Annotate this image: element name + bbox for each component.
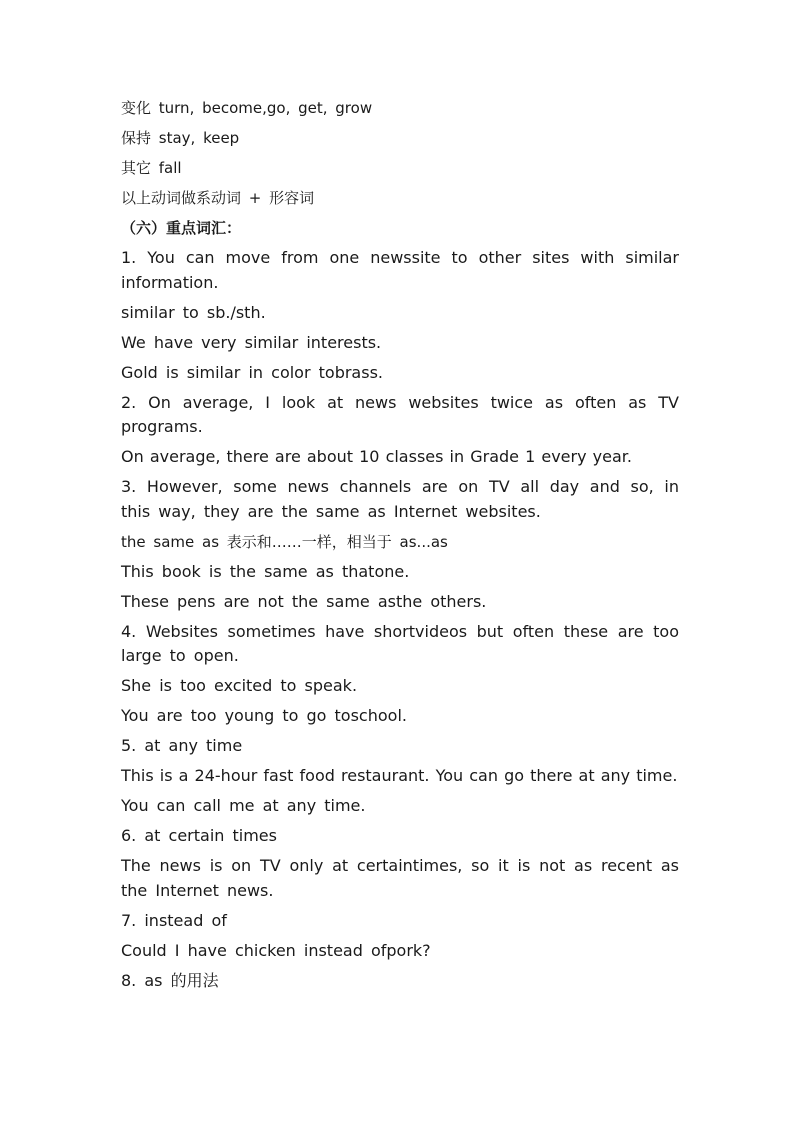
text-line: 变化 turn, become,go, get, grow [121,99,373,117]
text-line: 1. You can move from one newssite to other sites with similar information. [121,248,679,292]
text-line: 4. Websites sometimes have shortvideos but often these are too large to open. [121,621,679,665]
text-line: 保持 stay, keep [121,129,240,147]
text-line: the same as 表示和……一样，相当于 as...as [121,532,448,551]
text-line: 6. at certain times [121,826,277,845]
text-line: 7. instead of [121,910,227,930]
text-line: 其它 fall [121,159,182,177]
text-line: She is too excited to speak. [121,676,358,695]
text-line: Could I have chicken instead ofpork? [121,940,431,960]
text-line: On average, there are about 10 classes in Grade 1 every year. [121,447,632,466]
document-page [121,96,679,999]
text-line: 8. as 的用法 [121,970,219,990]
text-line: The news is on TV only at certaintimes, so it is not as recent as the Internet news. [121,856,679,900]
text-line: We have very similar interests. [121,332,382,352]
text-line: You can call me at any time. [121,796,366,815]
text-line: Gold is similar in color tobrass. [121,362,383,382]
text-line: 3. However, some news channels are on TV all day and so, in this way, they are the same as Internet websites. [121,477,679,521]
text-line: These pens are not the same asthe others. [121,591,487,611]
text-line: 5. at any time [121,736,243,755]
text-line: This book is the same as thatone. [121,561,410,581]
text-line: similar to sb./sth. [121,302,266,322]
text-line: You are too young to go toschool. [121,706,407,725]
section-heading: （六）重点词汇： [121,219,242,237]
text-line: This is a 24-hour fast food restaurant. You can go there at any time. [121,766,678,785]
text-line: 以上动词做系动词 + 形容词 [121,189,315,207]
text-line: 2. On average, I look at news websites twice as often as TV programs. [121,392,679,436]
